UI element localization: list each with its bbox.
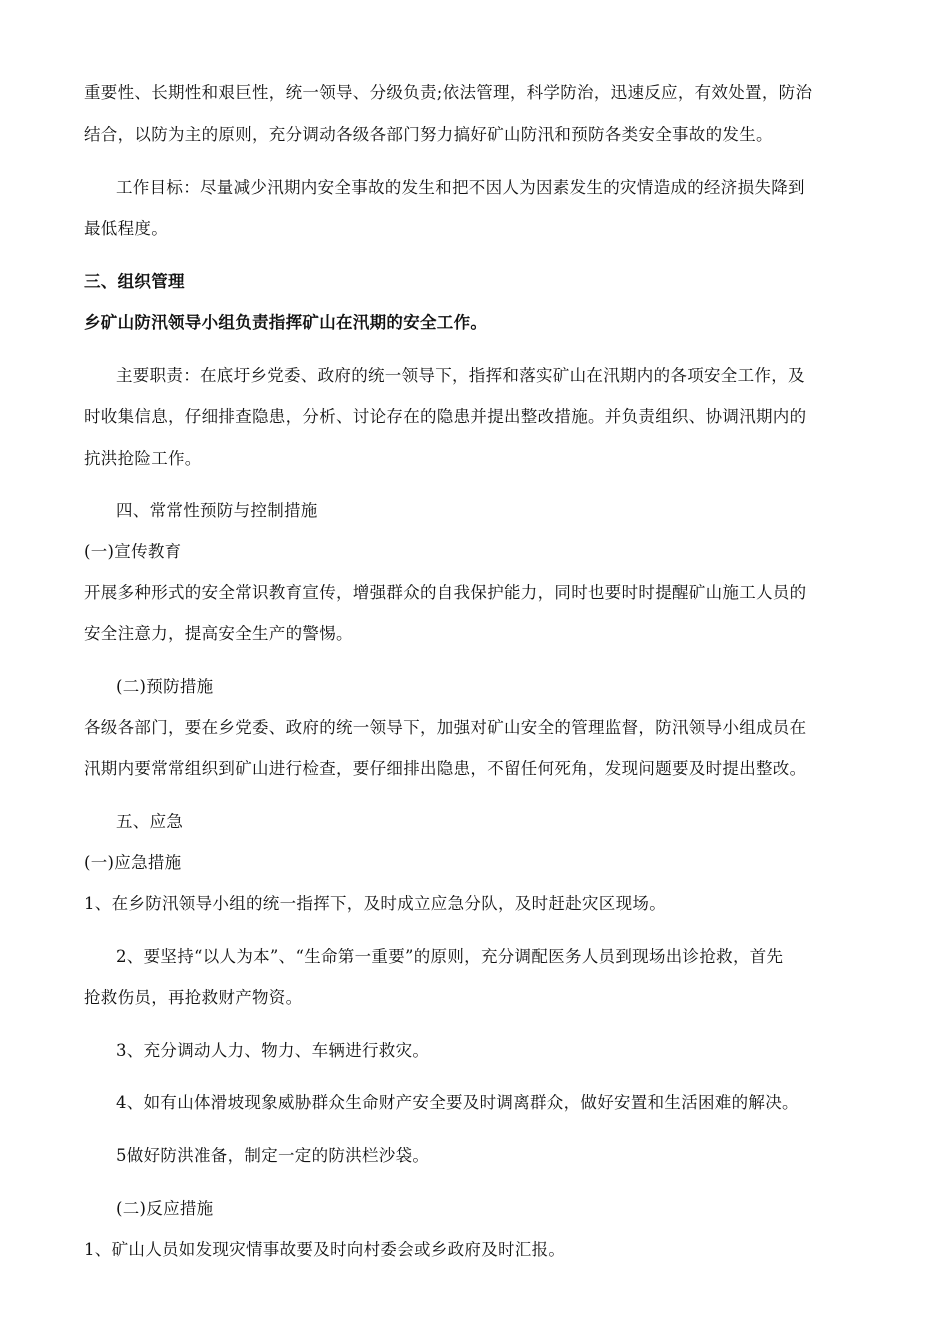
section-heading: 四、常常性预防与控制措施 [116,501,318,520]
subsection-heading: (一)宣传教育 [84,542,182,561]
section-heading: 三、组织管理 [84,272,185,291]
list-item-continued: 抢救伤员，再抢救财产物资。 [84,988,303,1007]
section-heading: 五、应急 [116,812,184,831]
paragraph-line: 汛期内要常常组织到矿山进行检查，要仔细排出隐患，不留任何死角，发现问题要及时提出整改。 [84,759,807,778]
subsection-heading: (一)应急措施 [84,853,182,872]
list-item: 3、充分调动人力、物力、车辆进行救灾。 [116,1041,430,1060]
paragraph-line: 结合，以防为主的原则，充分调动各级各部门努力搞好矿山防汛和预防各类安全事故的发生。 [84,125,773,144]
subsection-heading: (二)预防措施 [116,677,214,696]
bold-statement: 乡矿山防汛领导小组负责指挥矿山在汛期的安全工作。 [84,313,488,332]
paragraph-line: 抗洪抢险工作。 [84,449,202,468]
paragraph-line: 开展多种形式的安全常识教育宣传，增强群众的自我保护能力，同时也要时时提醒矿山施工人员的 [84,583,807,602]
paragraph-line: 工作目标：尽量减少汛期内安全事故的发生和把不因人为因素发生的灾情造成的经济损失降到 [116,178,805,197]
list-item: 1、在乡防汛领导小组的统一指挥下，及时成立应急分队，及时赶赴灾区现场。 [84,894,666,913]
paragraph-line: 主要职责：在底圩乡党委、政府的统一领导下，指挥和落实矿山在汛期内的各项安全工作，及 [116,366,805,385]
paragraph-line: 最低程度。 [84,219,168,238]
paragraph-line: 安全注意力，提高安全生产的警惕。 [84,624,353,643]
list-item: 1、矿山人员如发现灾情事故要及时向村委会或乡政府及时汇报。 [84,1240,566,1259]
list-item: 2、要坚持“以人为本”、“生命第一重要”的原则，充分调配医务人员到现场出诊抢救，首先 [116,947,784,966]
list-item: 5做好防洪准备，制定一定的防洪栏沙袋。 [116,1146,430,1165]
paragraph-line: 重要性、长期性和艰巨性，统一领导、分级负责;依法管理，科学防治，迅速反应，有效处置，防治 [84,83,813,102]
subsection-heading: (二)反应措施 [116,1199,214,1218]
list-item: 4、如有山体滑坡现象威胁群众生命财产安全要及时调离群众，做好安置和生活困难的解决。 [116,1093,799,1112]
paragraph-line: 时收集信息，仔细排查隐患，分析、讨论存在的隐患并提出整改措施。并负责组织、协调汛期内的 [84,407,807,426]
paragraph-line: 各级各部门，要在乡党委、政府的统一领导下，加强对矿山安全的管理监督，防汛领导小组成员在 [84,718,807,737]
